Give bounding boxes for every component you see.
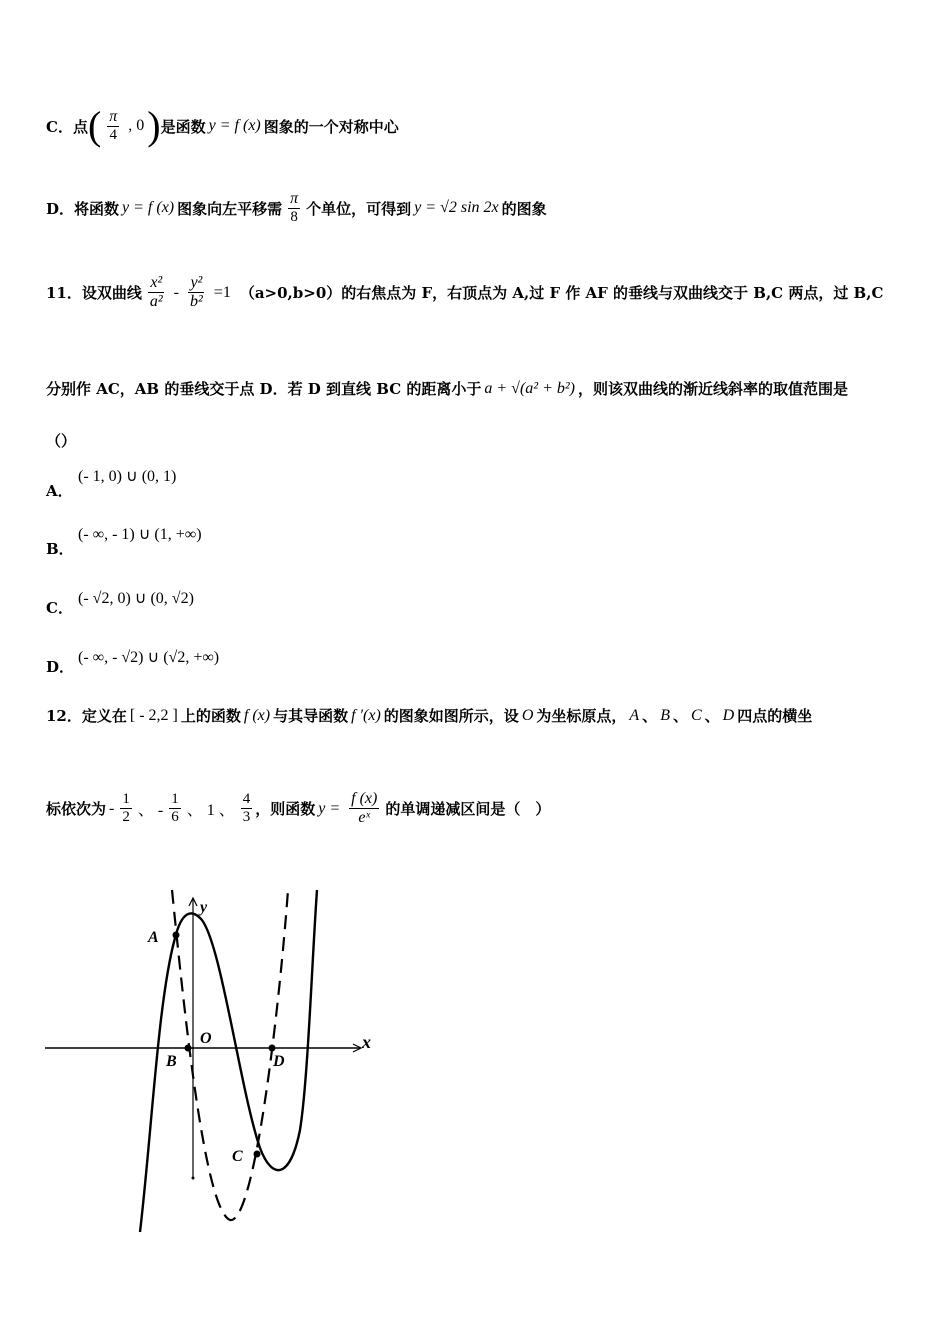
label-x: x [362, 1032, 371, 1052]
q12-line-1: 12．定义在 [ - 2,2 ] 上的函数 f (x) 与其导函数 f ′(x) 的图象如图所示，设 O 为坐标原点， A 、 B 、 C 、 D 四点的横坐 [46, 706, 813, 725]
q10-d-label: D．将函数 [46, 199, 120, 218]
y-axis-end-dot [192, 1177, 195, 1180]
q11-option-b-value: (- ∞, - 1) ∪ (1, +∞) [78, 526, 202, 543]
q12-line-2: 标依次为 - $\frac{1}{2}$ 、 - $\frac{1}{6}$ 、 1 、 $\frac{4}{3}$ ，则函数 y = $\frac{f (x)}{\text{eˣ}}$ 的单调递减区间是（ ） [46, 790, 551, 827]
q10-c-point-fraction: $\frac{\pi}{4}$ [109, 107, 118, 144]
q10-c-label: C．点 [46, 117, 88, 136]
q10-option-c: C．点 ( $\frac{\pi}{4}$ , 0 ) 是函数 y = f (x) 图象的一个对称中心 [46, 103, 399, 148]
label-a: A [148, 929, 159, 946]
q10-d-result: y = √2 sin 2x [414, 199, 499, 217]
q11-option-c-value: (- √2, 0) ∪ (0, √2) [78, 590, 194, 607]
q11-option-a-value: (- 1, 0) ∪ (0, 1) [78, 468, 177, 485]
q11-option-d-label: D． [46, 658, 75, 676]
q11-distance-expr: a + √(a² + b²) [484, 379, 575, 397]
q12-function-graph [40, 880, 390, 1240]
q11-option-a-label: A． [46, 482, 73, 500]
point-d [269, 1045, 276, 1052]
point-a [173, 932, 180, 939]
q11-option-b-label: B． [46, 540, 74, 558]
q10-option-d: D．将函数 y = f (x) 图象向左平移需 $\frac{\pi}{8}$ 个单位，可得到 y = √2 sin 2x 的图象 [46, 190, 547, 226]
q11-label: 11．设双曲线 [46, 284, 142, 303]
q11-answer-blank: （） [46, 432, 77, 450]
point-b [185, 1045, 192, 1052]
label-y: y [200, 899, 208, 916]
q11-option-d-value: (- ∞, - √2) ∪ (√2, +∞) [78, 649, 220, 666]
q12-label: 12．定义在 [46, 707, 127, 725]
label-b: B [166, 1053, 177, 1070]
q10-c-function: y = f (x) [208, 117, 261, 134]
f-prime-curve [172, 890, 288, 1220]
q11-option-c-label: C． [46, 599, 73, 617]
q11-line-1: 11．设双曲线 $\frac{\text{x²}}{\text{a²}}$ - $\frac{\text{y²}}{\text{b²}}$ =1 （a>0,b>0）的右焦点为 F，右顶点为 A,过 F 作 AF 的垂线与双曲线交于 B,C 两点，过 B,C [46, 274, 884, 311]
label-d: D [273, 1053, 285, 1070]
point-c [254, 1151, 261, 1158]
label-c: C [232, 1148, 243, 1165]
label-o: O [200, 1030, 212, 1047]
q10-d-shift-fraction: $\frac{\pi}{8}$ [290, 190, 299, 226]
q11-line-2: 分别作 AC，AB 的垂线交于点 D．若 D 到直线 BC 的距离小于 a + √(a² + b²) ，则该双曲线的渐近线斜率的取值范围是 [46, 379, 849, 398]
